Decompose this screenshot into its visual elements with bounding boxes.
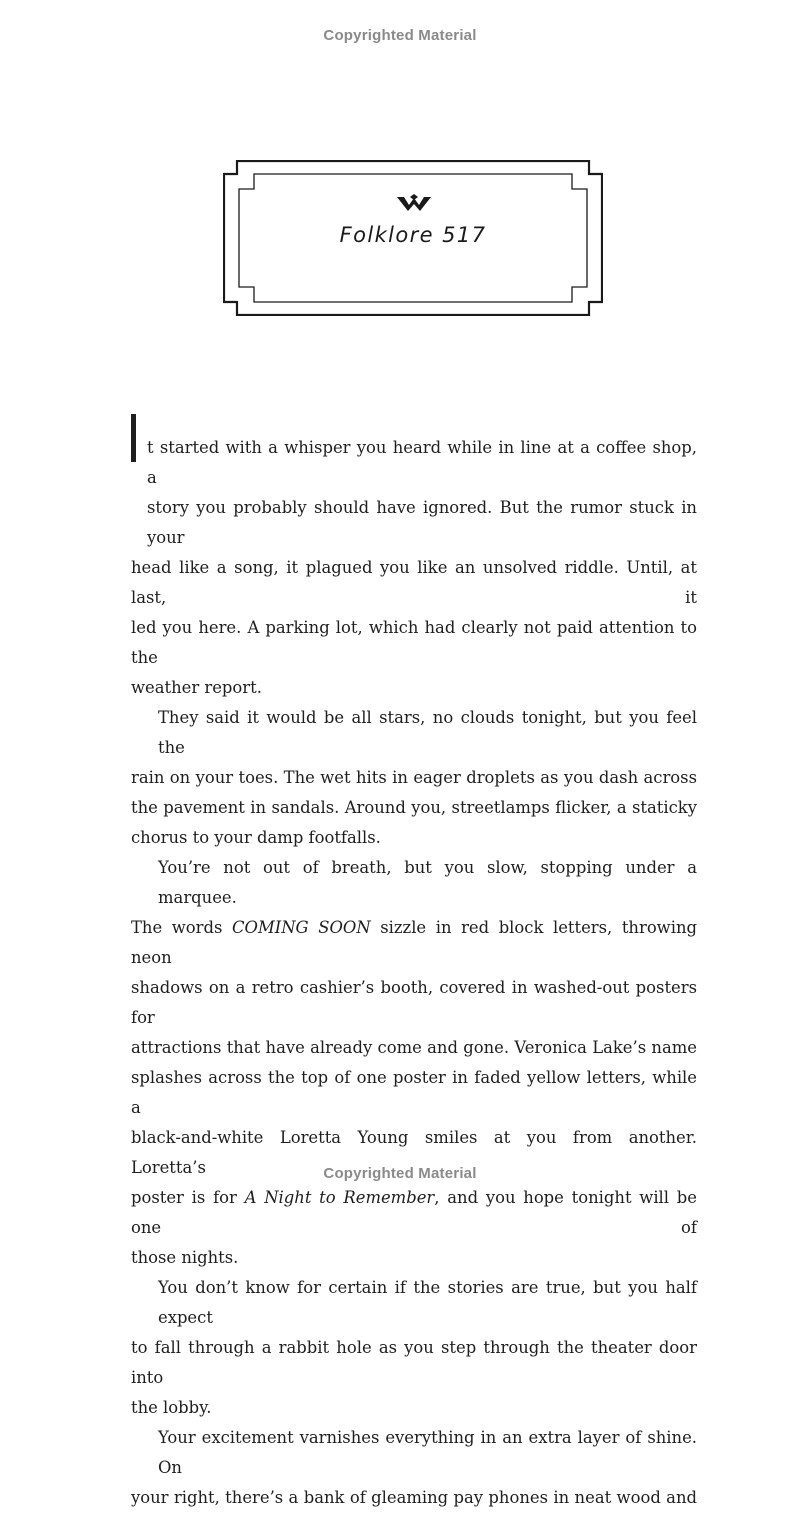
copyright-watermark-top: Copyrighted Material — [323, 27, 477, 44]
text-line: shadows on a retro cashier’s booth, covered in washed-out posters for — [131, 978, 697, 1027]
text-line: attractions that have already come and gone. Veronica Lake’s name — [131, 1038, 697, 1057]
text-line: splashes across the top of one poster in faded yellow letters, while a — [131, 1068, 697, 1117]
paragraph-3 — [131, 853, 697, 1273]
bird-ornament-icon — [397, 194, 431, 214]
text-line: led you here. A parking lot, which had clearly not paid attention to the — [131, 618, 697, 667]
text-line: t started with a whisper you heard while in line at a coffee shop, a — [147, 438, 697, 487]
text-line: weather report. — [131, 678, 262, 697]
text-line: those nights. — [131, 1248, 239, 1267]
text-line: poster is for A Night to Remember, and you hope tonight will be one of — [131, 1188, 697, 1237]
text-line: chorus to your damp footfalls. — [131, 828, 381, 847]
text-line: head like a song, it plagued you like an unsolved riddle. Until, at last, it — [131, 558, 697, 607]
text-line: the pavement in sandals. Around you, streetlamps flicker, a staticky — [131, 798, 697, 817]
body-text — [131, 433, 697, 1513]
text-line: You’re not out of breath, but you slow, stopping under a marquee. — [158, 858, 697, 907]
text-line: black-and-white Loretta Young smiles at you from another. Loretta’s — [131, 1128, 697, 1177]
paragraph-4 — [131, 1273, 697, 1423]
text-line: You don’t know for certain if the stories are true, but you half expect — [158, 1278, 697, 1327]
text-line: your right, there’s a bank of gleaming pay phones in neat wood and — [131, 1488, 697, 1507]
text-line: the lobby. — [131, 1398, 212, 1417]
text-line: rain on your toes. The wet hits in eager droplets as you dash across — [131, 768, 697, 787]
paragraph-5 — [131, 1423, 697, 1513]
text-line: to fall through a rabbit hole as you step through the theater door into — [131, 1338, 697, 1387]
text-line: They said it would be all stars, no clouds tonight, but you feel the — [158, 708, 697, 757]
text-line: Your excitement varnishes everything in an extra layer of shine. On — [158, 1428, 697, 1477]
paragraph-2 — [131, 703, 697, 853]
copyright-watermark-bottom: Copyrighted Material — [323, 1165, 477, 1182]
paragraph-1 — [131, 433, 697, 703]
text-line: The words COMING SOON sizzle in red block letters, throwing neon — [131, 918, 698, 967]
text-line: story you probably should have ignored. But the rumor stuck in your — [147, 498, 697, 547]
chapter-title: Folklore 517 — [339, 223, 487, 247]
